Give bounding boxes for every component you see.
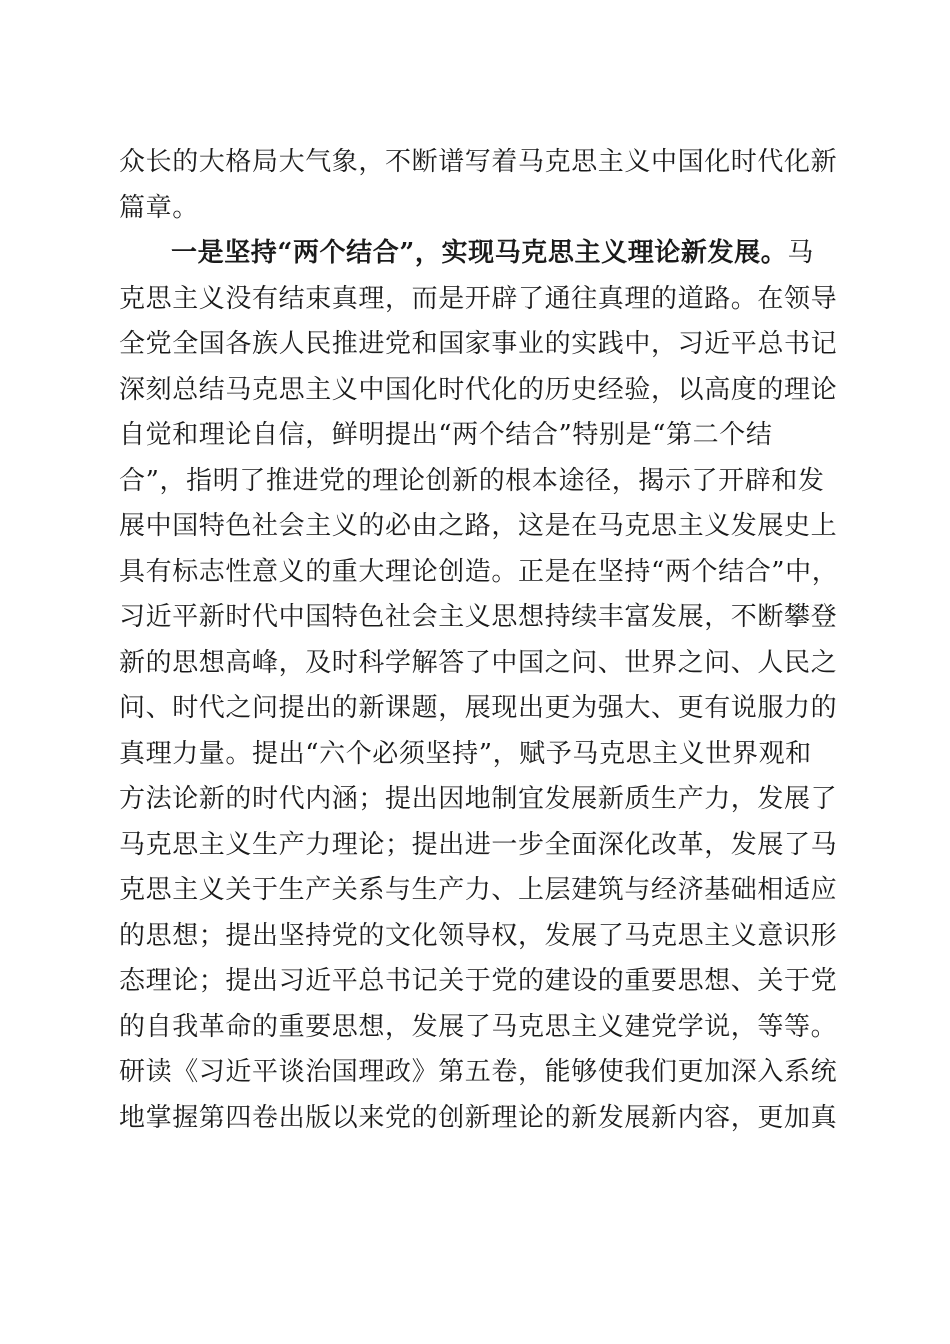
- text-line: 的思想；提出坚持党的文化领导权，发展了马克思主义意识形: [119, 920, 838, 951]
- text-line: 全党全国各族人民推进党和国家事业的实践中，习近平总书记: [119, 329, 838, 359]
- text-line: 态理论；提出习近平总书记关于党的建设的重要思想、关于党: [119, 966, 838, 996]
- text-line: 自觉和理论自信，鲜明提出“两个结合”特别是“第二个结: [119, 420, 773, 450]
- text-line: 的自我革命的重要思想，发展了马克思主义建党学说，等等。: [119, 1011, 838, 1042]
- text-line: 具有标志性意义的重大理论创造。正是在坚持“两个结合”中，: [119, 556, 839, 587]
- text-line: 克思主义没有结束真理，而是开辟了通往真理的道路。在领导: [119, 283, 838, 314]
- body-text: [119, 140, 839, 1141]
- text-line: 地掌握第四卷出版以来党的创新理论的新发展新内容，更加真: [119, 1102, 838, 1133]
- heading-continuation: 马: [787, 238, 814, 268]
- text-line: 新的思想高峰，及时科学解答了中国之问、世界之问、人民之: [119, 647, 838, 678]
- paragraph-heading: 一是坚持“两个结合”，实现马克思主义理论新发展。: [171, 238, 788, 268]
- text-line: 篇章。: [119, 192, 199, 223]
- text-line: 问、时代之问提出的新课题，展现出更为强大、更有说服力的: [119, 693, 838, 723]
- text-line: 真理力量。提出“六个必须坚持”，赋予马克思主义世界观和: [119, 738, 812, 769]
- text-line: 习近平新时代中国特色社会主义思想持续丰富发展，不断攀登: [119, 602, 838, 632]
- text-line: 方法论新的时代内涵；提出因地制宜发展新质生产力，发展了: [119, 784, 838, 814]
- paragraph-first-line: [119, 231, 831, 277]
- text-line: 合”，指明了推进党的理论创新的根本途径，揭示了开辟和发: [119, 465, 825, 496]
- text-line: 深刻总结马克思主义中国化时代化的历史经验，以高度的理论: [119, 374, 838, 405]
- text-line: 马克思主义生产力理论；提出进一步全面深化改革，发展了马: [119, 829, 838, 860]
- text-line: 众长的大格局大气象，不断谱写着马克思主义中国化时代化新: [119, 147, 838, 177]
- text-line: 展中国特色社会主义的必由之路，这是在马克思主义发展史上: [119, 511, 838, 541]
- text-line: 研读《习近平谈治国理政》第五卷，能够使我们更加深入系统: [119, 1057, 838, 1087]
- text-line: 克思主义关于生产关系与生产力、上层建筑与经济基础相适应: [119, 875, 838, 905]
